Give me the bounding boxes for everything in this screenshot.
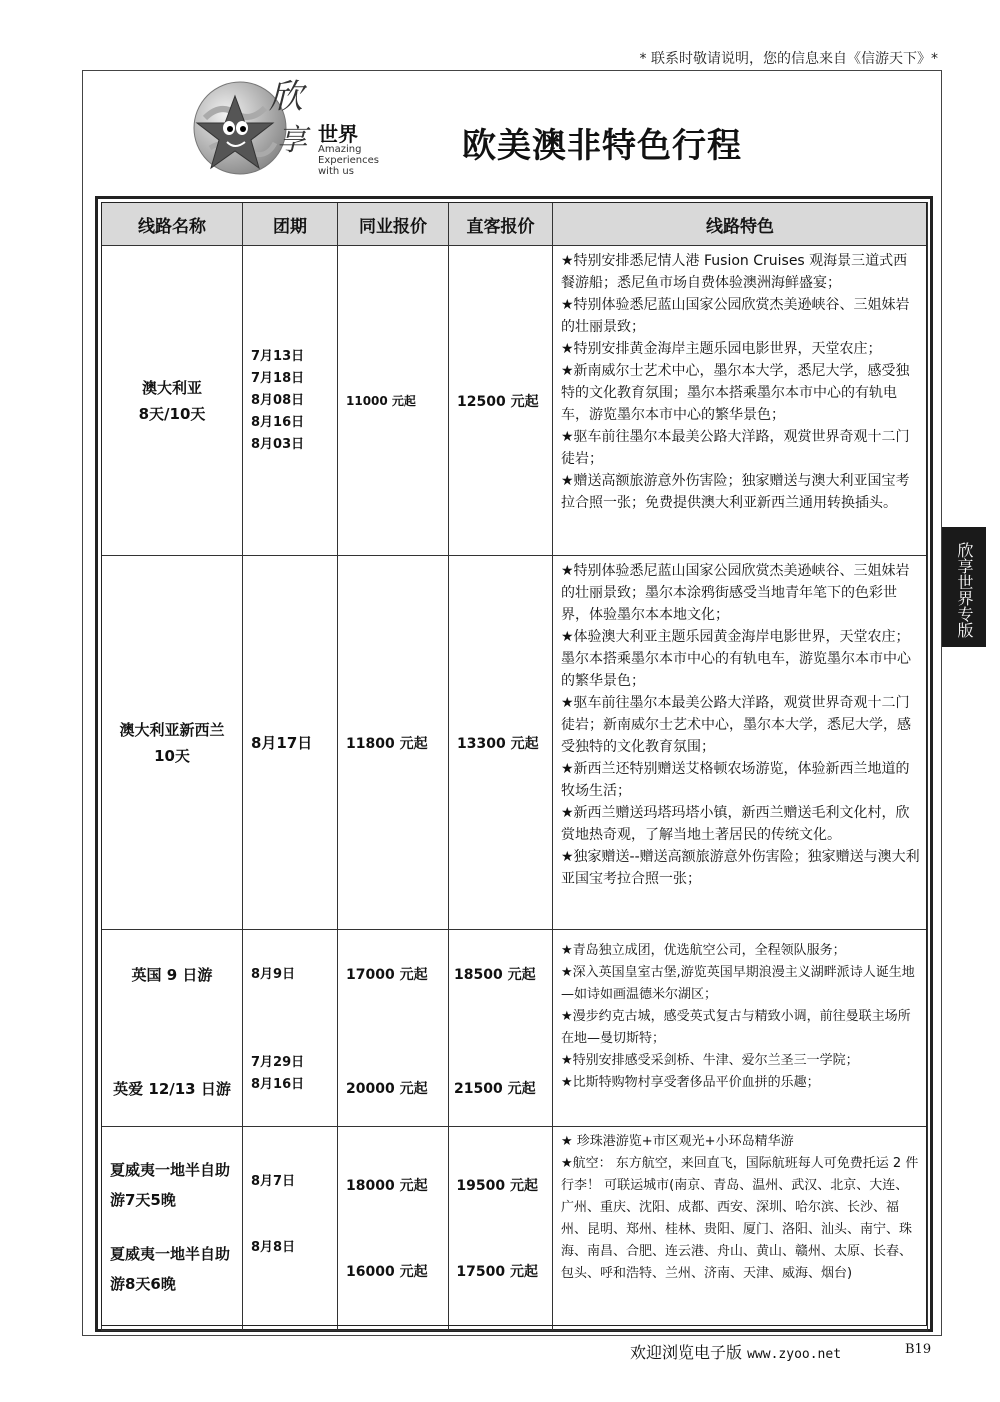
route-features: ★青岛独立成团，优选航空公司，全程领队服务； ★深入英国皇室古堡,游览英国早期浪漫主义湖畔派诗人诞生地—如诗如画温德米尔湖区； ★漫步约克古城，感受英式复古与精致小调，前往曼联主场所在地—曼切斯特； ★特别安排感受采剑桥、牛津、爱尔兰圣三一学院； ★比斯特购物村享受奢侈品平价血拼的乐趣； xyxy=(553,930,928,1127)
svg-text:享: 享 xyxy=(277,123,307,158)
route-name: 澳大利亚新西兰 10天 xyxy=(102,556,243,930)
trade-price: 17000 元起 20000 元起 xyxy=(338,930,449,1127)
footer-text: 欢迎浏览电子版 xyxy=(630,1343,743,1362)
table-row xyxy=(102,246,928,556)
brand-name-cn: 世界 xyxy=(318,122,358,146)
itinerary-table-frame xyxy=(95,196,933,1332)
retail-price: 13300 元起 xyxy=(449,556,553,930)
trade-price: 11800 元起 xyxy=(338,556,449,930)
col-header-route: 线路名称 xyxy=(102,203,243,246)
departure-dates: 8月9日 7月29日 8月16日 xyxy=(243,930,338,1127)
retail-price: 19500 元起 17500 元起 xyxy=(449,1127,553,1331)
departure-dates: 8月17日 xyxy=(243,556,338,930)
source-notice: * 联系时敬请说明，您的信息来自《信游天下》* xyxy=(639,51,938,67)
route-name: 澳大利亚 8天/10天 xyxy=(102,246,243,556)
route-name: 英国 9 日游 英爱 12/13 日游 xyxy=(102,930,243,1127)
trade-price: 18000 元起 16000 元起 xyxy=(338,1127,449,1331)
retail-price: 18500 元起 21500 元起 xyxy=(449,930,553,1127)
table-row xyxy=(102,556,928,930)
side-section-tab: 欣享世界专版 xyxy=(942,527,986,647)
table-row xyxy=(102,930,928,1127)
departure-dates: 8月7日 8月8日 xyxy=(243,1127,338,1331)
col-header-retail-price: 直客报价 xyxy=(449,203,553,246)
footer-url[interactable]: www.zyoo.net xyxy=(747,1347,842,1362)
table-row xyxy=(102,1127,928,1331)
itinerary-table xyxy=(101,202,928,1331)
route-features: ★特别体验悉尼蓝山国家公园欣赏杰美逊峡谷、三姐妹岩的壮丽景致；墨尔本涂鸦街感受当地青年笔下的色彩世界，体验墨尔本本地文化； ★体验澳大利亚主题乐园黄金海岸电影世界，天堂农庄；墨尔本搭乘墨尔本市中心的有轨电车，游览墨尔本市中心的繁华景色； ★驱车前往墨尔本最美公路大洋路，观赏世界奇观十二门徒岩；新南威尔士艺术中心，墨尔本大学，悉尼大学，感受独特的文化教育氛围； ★新西兰还特别赠送艾格顿农场游览，体验新西兰地道的牧场生活； ★新西兰赠送玛塔玛塔小镇，新西兰赠送毛利文化村，欣赏地热奇观，了解当地土著居民的传统文化。 ★独家赠送--赠送高额旅游意外伤害险；独家赠送与澳大利亚国宝考拉合照一张； xyxy=(553,556,928,930)
col-header-dates: 团期 xyxy=(243,203,338,246)
svg-text:欣: 欣 xyxy=(269,78,303,117)
retail-price: 12500 元起 xyxy=(449,246,553,556)
page-number: B19 xyxy=(905,1342,932,1357)
brand-tagline: Amazing Experiences with us xyxy=(318,144,379,177)
route-name: 夏威夷一地半自助 游7天5晚 夏威夷一地半自助 游8天6晚 xyxy=(102,1127,243,1331)
trade-price: 11000 元起 xyxy=(338,246,449,556)
page-title: 欧美澳非特色行程 xyxy=(462,126,742,166)
col-header-features: 线路特色 xyxy=(553,203,928,246)
col-header-trade-price: 同业报价 xyxy=(338,203,449,246)
route-features: ★特别安排悉尼情人港 Fusion Cruises 观海景三道式西餐游船；悉尼鱼市场自费体验澳洲海鲜盛宴； ★特别体验悉尼蓝山国家公园欣赏杰美逊峡谷、三姐妹岩的壮丽景致； ★特别安排黄金海岸主题乐园电影世界，天堂农庄； ★新南威尔士艺术中心，墨尔本大学，悉尼大学，感受独特的文化教育氛围；墨尔本搭乘墨尔本市中心的有轨电车，游览墨尔本市中心的繁华景色； ★驱车前往墨尔本最美公路大洋路，观赏世界奇观十二门徒岩； ★赠送高额旅游意外伤害险；独家赠送与澳大利亚国宝考拉合照一张；免费提供澳大利亚新西兰通用转换插头。 xyxy=(553,246,928,556)
footer xyxy=(630,1340,841,1363)
route-features: ★ 珍珠港游览+市区观光+小环岛精华游 ★航空： 东方航空，来回直飞，国际航班每人可免费托运 2 件行李！ 可联运城市(南京、青岛、温州、武汉、北京、大连、广州、重庆、沈阳、成都、西安、深圳、哈尔滨、长沙、福州、昆明、郑州、桂林、贵阳、厦门、洛阳、汕头、南宁、珠海、南昌、合肥、连云港、舟山、黄山、赣州、太原、长春、包头、呼和浩特、兰州、济南、天津、威海、烟台) xyxy=(553,1127,928,1331)
table-header-row xyxy=(102,203,928,246)
departure-dates: 7月13日 7月18日 8月08日 8月16日 8月03日 xyxy=(243,246,338,556)
